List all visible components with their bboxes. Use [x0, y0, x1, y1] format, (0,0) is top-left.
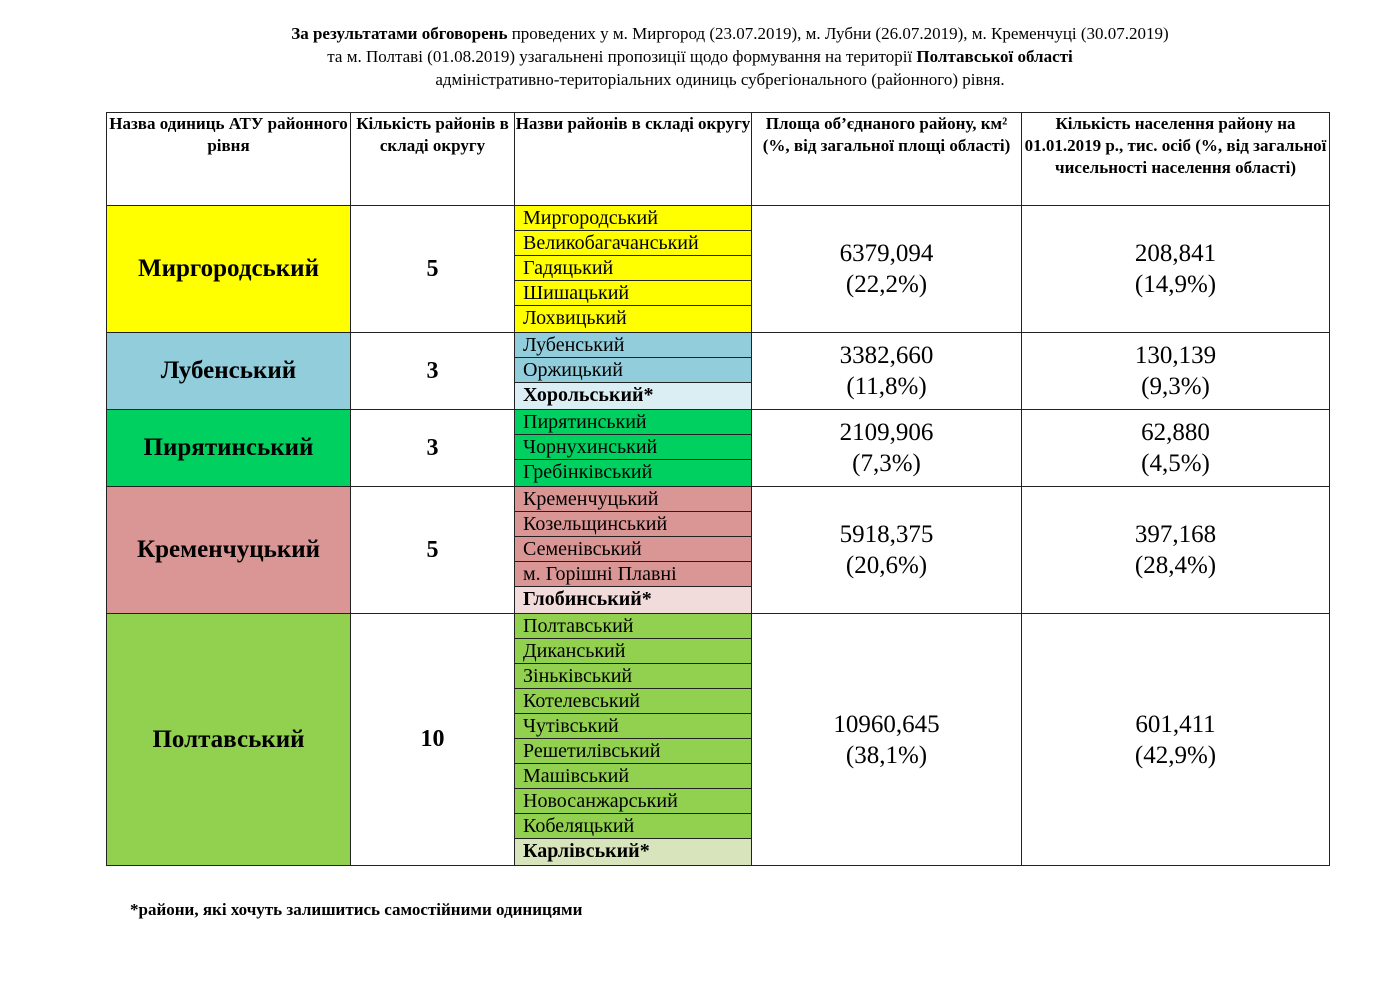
- population-cell: [1022, 333, 1330, 410]
- population-percent: (9,3%): [1141, 373, 1210, 400]
- district-item: Лохвицький: [515, 306, 751, 332]
- population-value: 208,841: [1134, 240, 1217, 267]
- population-value: 397,168: [1134, 521, 1217, 548]
- header-district-count: Кількість районів в складі округу: [351, 113, 515, 206]
- area-cell: [752, 206, 1022, 333]
- district-item: Козельщинський: [515, 512, 751, 537]
- district-item: Чорнухинський: [515, 435, 751, 460]
- population-value: 130,139: [1134, 342, 1217, 369]
- district-item: Миргородський: [515, 206, 751, 231]
- district-item: Решетилівський: [515, 739, 751, 764]
- district-item: Гребінківський: [515, 460, 751, 486]
- district-item: Оржицький: [515, 358, 751, 383]
- heading-line-1-text: проведених у м. Миргород (23.07.2019), м. Лубни (26.07.2019), м. Кременчуці (30.07.2019): [507, 24, 1169, 43]
- district-item: Диканський: [515, 639, 751, 664]
- district-list: [515, 614, 752, 866]
- population-value: 601,411: [1135, 710, 1216, 738]
- standalone-district-item: Карлівський*: [515, 839, 751, 865]
- district-item: Пирятинський: [515, 410, 751, 435]
- table-row: [107, 487, 1330, 614]
- district-list: [515, 410, 752, 487]
- unit-name: Пирятинський: [107, 410, 351, 487]
- population-percent: (14,9%): [1134, 271, 1217, 298]
- area-cell: [752, 333, 1022, 410]
- district-item: Гадяцький: [515, 256, 751, 281]
- district-item: Чутівський: [515, 714, 751, 739]
- footnote: *райони, які хочуть залишитись самостійними одиницями: [130, 900, 583, 919]
- district-item: м. Горішні Плавні: [515, 562, 751, 587]
- area-cell: [752, 410, 1022, 487]
- area-percent: (38,1%): [845, 741, 928, 769]
- district-list: [515, 333, 752, 410]
- area-cell: [752, 614, 1022, 866]
- standalone-district-item: Хорольський*: [515, 383, 751, 409]
- table-row: [107, 333, 1330, 410]
- header-unit-name: Назва одиниць АТУ районного рівня: [107, 113, 351, 206]
- area-value: 10960,645: [833, 710, 940, 738]
- district-count: 3: [351, 410, 515, 487]
- district-item: Зіньківський: [515, 664, 751, 689]
- district-count: 5: [351, 487, 515, 614]
- district-item: Котелевський: [515, 689, 751, 714]
- document-heading: [0, 22, 1400, 91]
- district-item: Новосанжарський: [515, 789, 751, 814]
- district-item: Лубенський: [515, 333, 751, 358]
- heading-bold-lead: За результатами обговорень: [291, 24, 508, 43]
- population-percent: (42,9%): [1134, 741, 1217, 769]
- heading-bold-region: Полтавської області: [916, 47, 1073, 66]
- population-cell: [1022, 410, 1330, 487]
- ato-units-table: [106, 112, 1330, 866]
- district-list: [515, 487, 752, 614]
- area-value: 3382,660: [839, 342, 934, 369]
- population-percent: (4,5%): [1141, 450, 1210, 477]
- area-percent: (11,8%): [846, 373, 927, 400]
- district-item: Великобагачанський: [515, 231, 751, 256]
- heading-line-1: [0, 22, 1400, 45]
- table-row: [107, 614, 1330, 866]
- district-item: Кобеляцький: [515, 814, 751, 839]
- heading-line-2: [0, 45, 1400, 68]
- district-item: Кременчуцький: [515, 487, 751, 512]
- area-value: 6379,094: [839, 240, 934, 267]
- standalone-district-item: Глобинський*: [515, 587, 751, 613]
- district-count: 10: [351, 614, 515, 866]
- header-population: Кількість населення району на 01.01.2019 р., тис. осіб (%, від загальної чисельності населення області): [1022, 113, 1330, 206]
- unit-name: Кременчуцький: [107, 487, 351, 614]
- district-list: [515, 206, 752, 333]
- area-percent: (20,6%): [845, 552, 928, 579]
- area-value: 5918,375: [839, 521, 934, 548]
- district-count: 3: [351, 333, 515, 410]
- population-value: 62,880: [1141, 419, 1210, 446]
- population-cell: [1022, 614, 1330, 866]
- district-count: 5: [351, 206, 515, 333]
- population-cell: [1022, 206, 1330, 333]
- population-percent: (28,4%): [1134, 552, 1217, 579]
- unit-name: Полтавський: [107, 614, 351, 866]
- header-district-names: Назви районів в складі округу: [515, 113, 752, 206]
- table-body: [107, 206, 1330, 866]
- heading-line-3: адміністративно-територіальних одиниць субрегіонального (районного) рівня.: [435, 70, 1005, 89]
- district-item: Семенівський: [515, 537, 751, 562]
- area-percent: (22,2%): [845, 271, 928, 298]
- district-item: Шишацький: [515, 281, 751, 306]
- area-cell: [752, 487, 1022, 614]
- heading-line-2-text: та м. Полтаві (01.08.2019) узагальнені пропозиції щодо формування на території: [327, 47, 917, 66]
- unit-name: Лубенський: [107, 333, 351, 410]
- population-cell: [1022, 487, 1330, 614]
- table-row: [107, 206, 1330, 333]
- district-item: Машівський: [515, 764, 751, 789]
- area-percent: (7,3%): [852, 450, 921, 477]
- unit-name: Миргородський: [107, 206, 351, 333]
- area-value: 2109,906: [839, 419, 934, 446]
- table-header-row: [107, 113, 1330, 206]
- table-row: [107, 410, 1330, 487]
- header-area: Площа об’єднаного району, км² (%, від загальної площі області): [752, 113, 1022, 206]
- district-item: Полтавський: [515, 614, 751, 639]
